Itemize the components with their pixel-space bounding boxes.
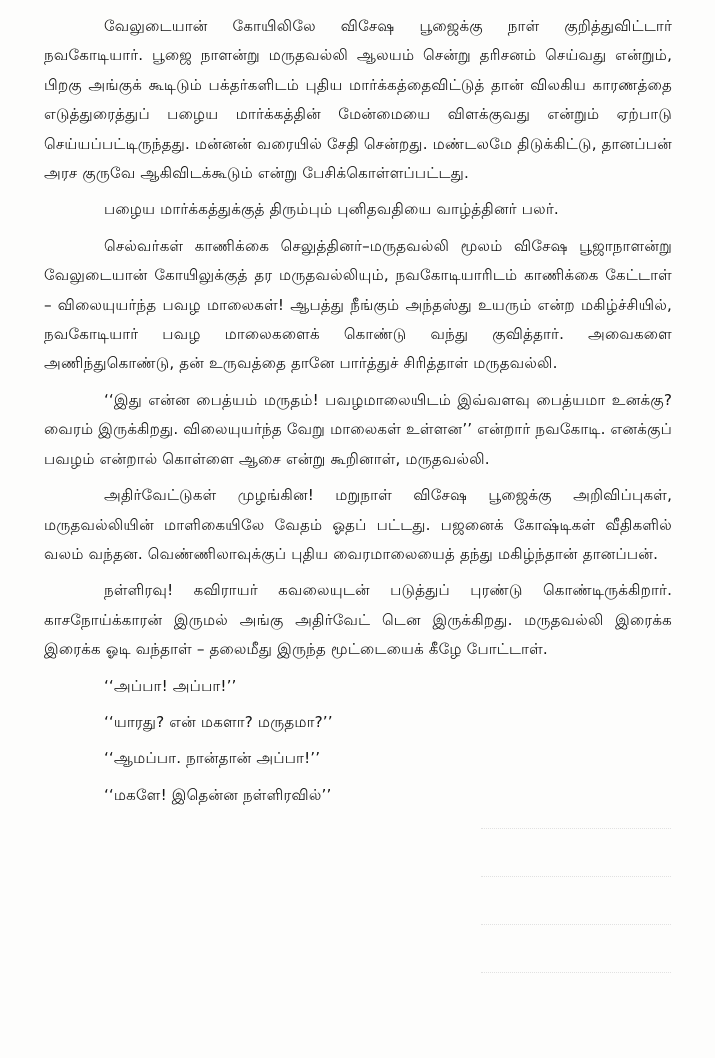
paragraph-4: ‘‘இது என்ன பைத்யம் மருதம்! பவழமாலையிடம் இவ்வளவு பைத்யமா உனக்கு? வைரம் இருக்கிறது. விலையுயர்ந்த வேறு மாலைகள் உள்ளன’’ என்றார் நவகோடி. எனக்குப் பவழம் என்றால் கொள்ளை ஆசை என்று கூறினாள், மருதவல்லி. <box>44 390 672 468</box>
dialogue-line-1: ‘‘அப்பா! அப்பா!’’ <box>104 676 237 695</box>
show-through-mark <box>481 876 671 877</box>
paragraph-2: பழைய மார்க்கத்துக்குத் திரும்பும் புனிதவதியை வாழ்த்தினர் பலர். <box>104 200 559 219</box>
dialogue-line-2: ‘‘யாரது? என் மகளா? மருதமா?’’ <box>104 712 333 731</box>
paragraph-1: வேலுடையான் கோயிலிலே விசேஷ பூஜைக்கு நாள் குறித்துவிட்டார் நவகோடியார். பூஜை நாளன்று மருதவல்லி ஆலயம் சென்று தரிசனம் செய்வது என்றும், பிறகு அங்குக் கூடிடும் பக்தர்களிடம் புதிய மார்க்கத்தைவிட்டுத் தான் விலகிய காரணத்தை எடுத்துரைத்துப் பழைய மார்க்கத்தின் மேன்மையை விளக்குவது என்றும் ஏற்பாடு செய்யப்பட்டிருந்தது. மன்னன் வரையில் சேதி சென்றது. மண்டலமே திடுக்கிட்டு, தானப்பன் அரச குருவே ஆகிவிடக்கூடும் என்று பேசிக்கொள்ளப்பட்டது. <box>44 17 672 183</box>
body-text <box>44 12 672 810</box>
paragraph-3: செல்வர்கள் காணிக்கை செலுத்தினர்–மருதவல்லி மூலம் விசேஷ பூஜாநாளன்று வேலுடையான் கோயிலுக்குத் தர மருதவல்லியும், நவகோடியாரிடம் காணிக்கை கேட்டாள் – விலையுயர்ந்த பவழ மாலைகள்! ஆபத்து நீங்கும் அந்தஸ்து உயரும் என்ற மகிழ்ச்சியில், நவகோடியார் பவழ மாலைகளைக் கொண்டு வந்து குவித்தார். அவைகளை அணிந்துகொண்டு, தன் உருவத்தை தானே பார்த்துச் சிரித்தாள் மருதவல்லி. <box>44 236 672 373</box>
show-through-mark <box>481 828 671 829</box>
dialogue-line-3: ‘‘ஆமப்பா. நான்தான் அப்பா!’’ <box>104 749 321 768</box>
dialogue-line-4: ‘‘மகளே! இதென்ன நள்ளிரவில்’’ <box>104 785 332 804</box>
show-through-mark <box>481 924 671 925</box>
paragraph-5: அதிர்வேட்டுகள் முழங்கின! மறுநாள் விசேஷ பூஜைக்கு அறிவிப்புகள், மருதவல்லியின் மாளிகையிலே வேதம் ஓதப் பட்டது. பஜனைக் கோஷ்டிகள் வீதிகளில் வலம் வந்தன. வெண்ணிலாவுக்குப் புதிய வைரமாலையைத் தந்து மகிழ்ந்தான் தானப்பன். <box>44 486 672 563</box>
paragraph-6: நள்ளிரவு! கவிராயர் கவலையுடன் படுத்துப் புரண்டு கொண்டிருக்கிறார். காசநோய்க்காரன் இருமல் அங்கு அதிர்வேட் டென இருக்கிறது. மருதவல்லி இரைக்க இரைக்க ஓடி வந்தாள் – தலைமீது இருந்த மூட்டையைக் கீழே போட்டாள். <box>44 581 672 659</box>
show-through-mark <box>481 972 671 973</box>
